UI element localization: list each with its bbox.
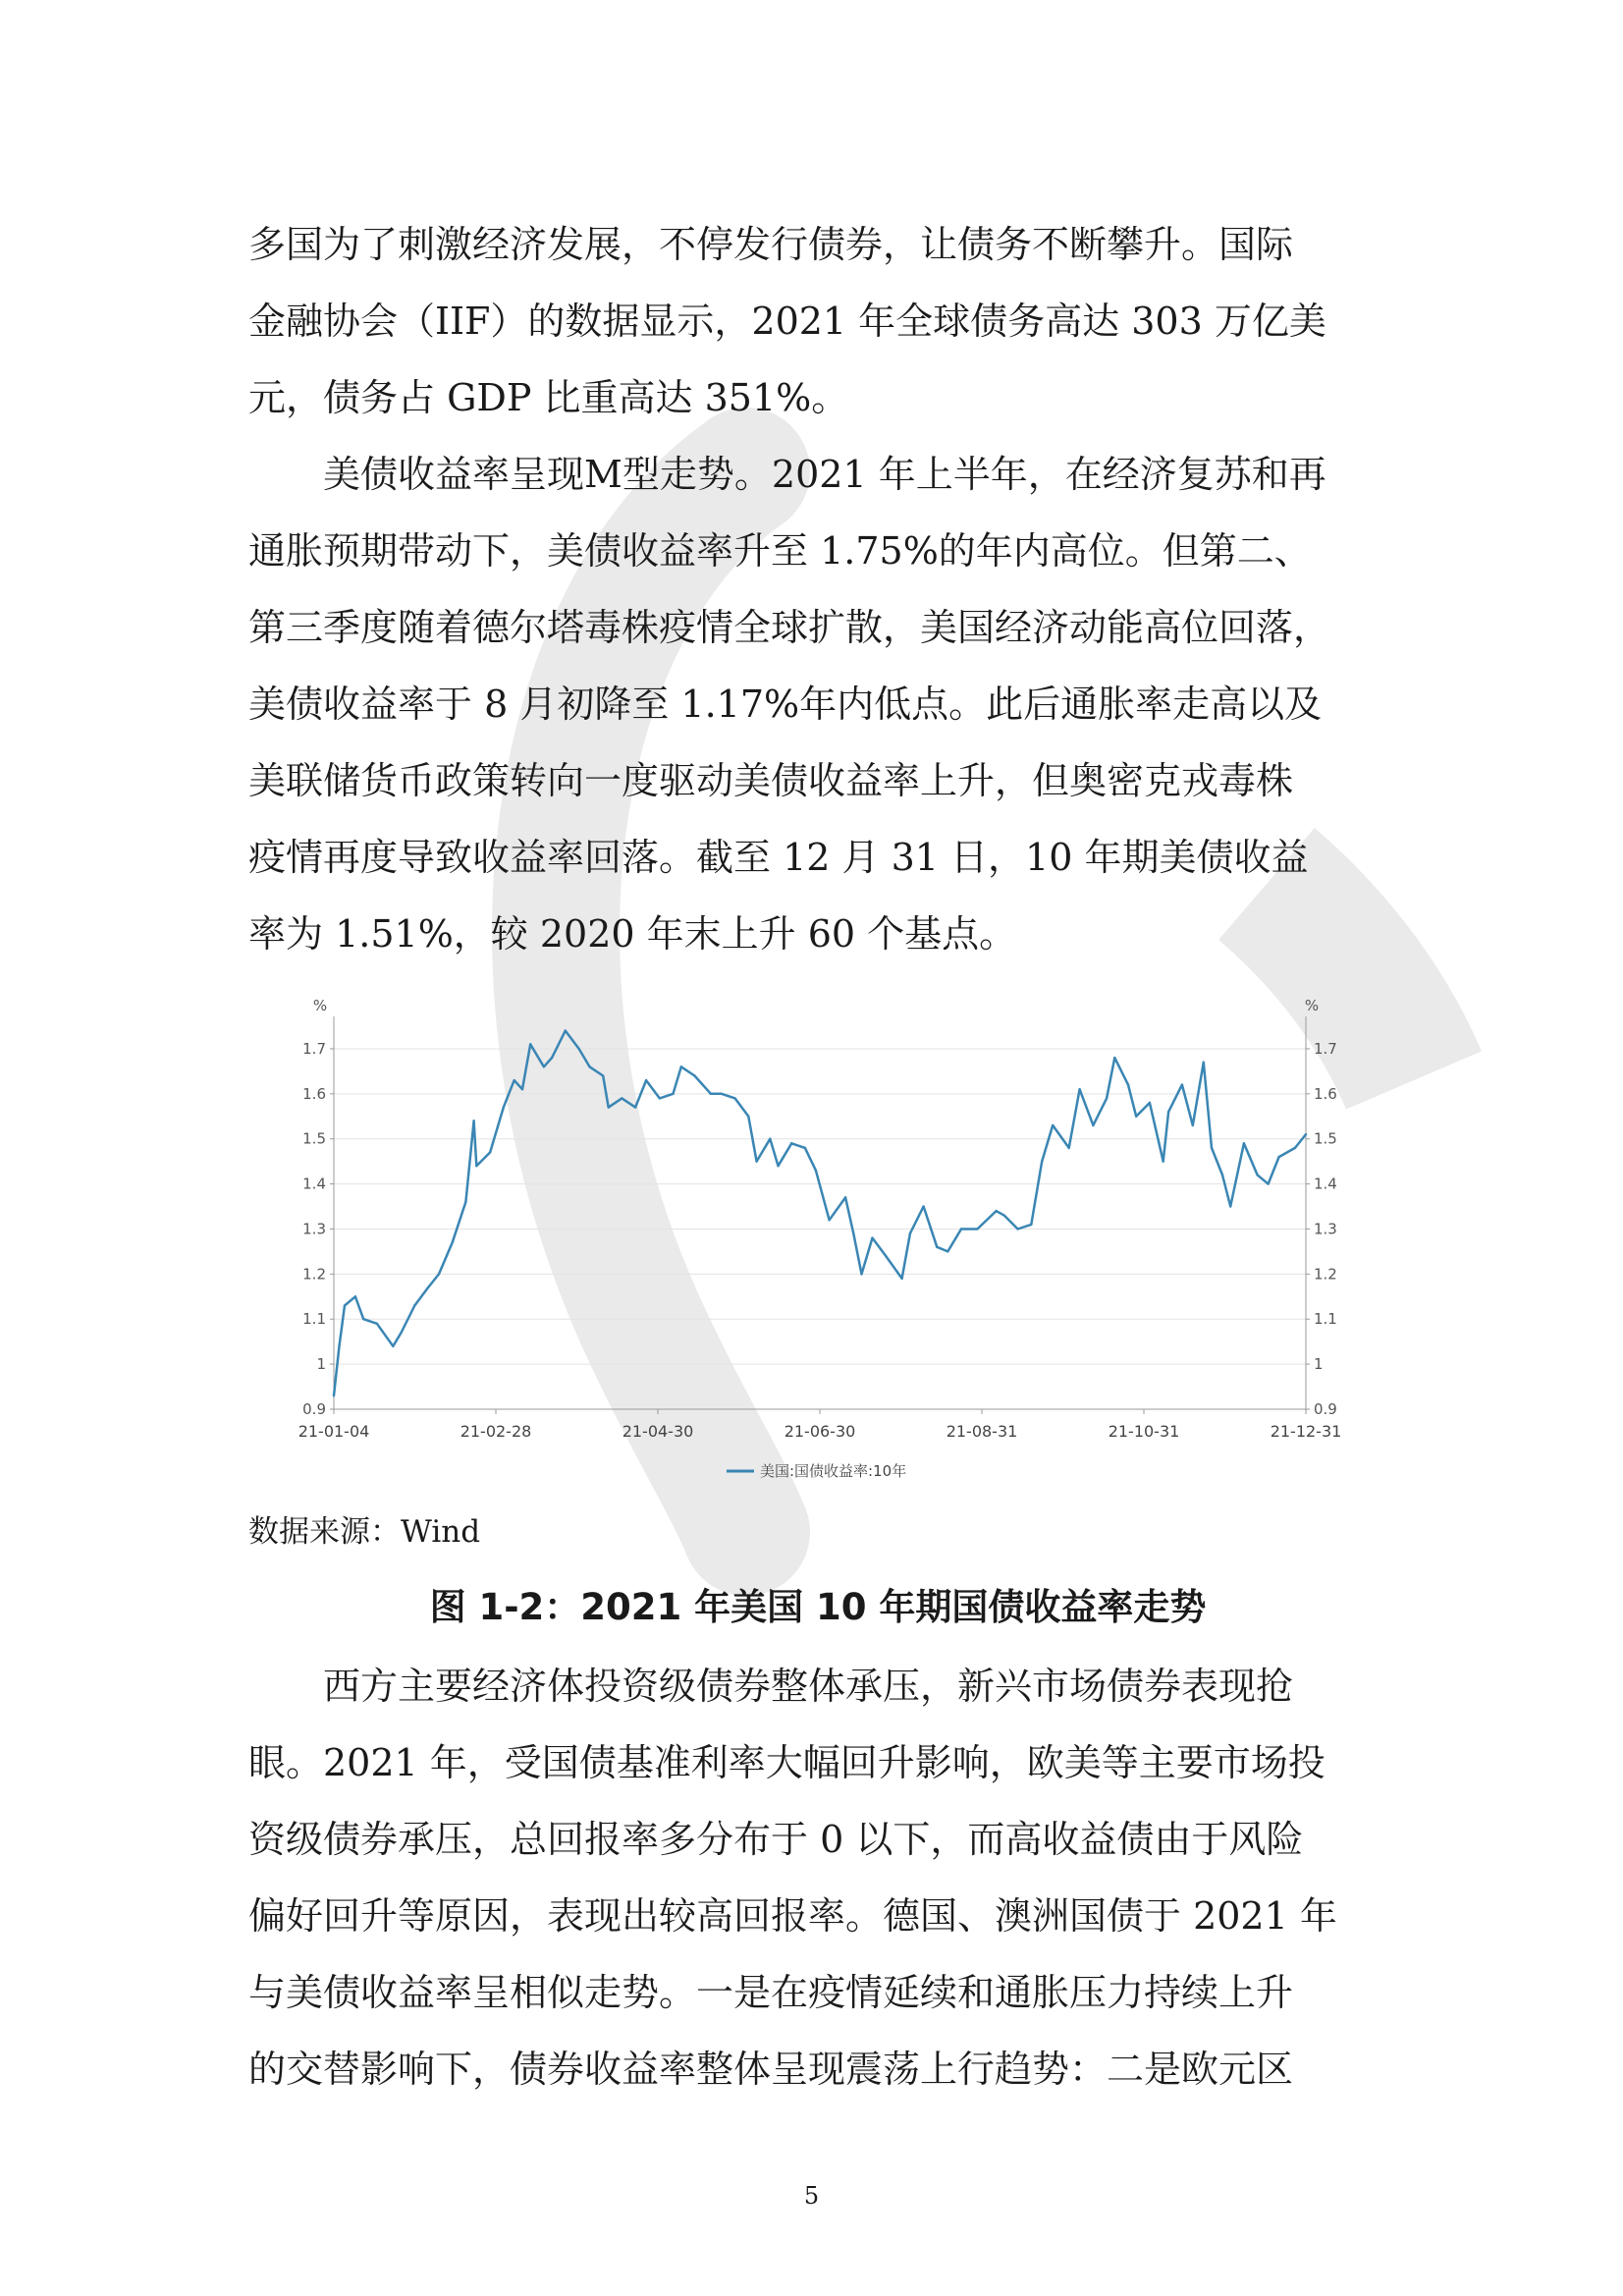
data-point [815, 1170, 817, 1172]
data-point [413, 1304, 415, 1306]
data-point [645, 1079, 647, 1081]
data-point [1294, 1147, 1296, 1149]
text-line: 金融协会（IIF）的数据显示，2021 年全球债务高达 303 万亿美 [248, 300, 1326, 343]
data-point [922, 1205, 924, 1207]
data-point [885, 1255, 887, 1257]
yield-chart [285, 997, 1365, 1488]
data-point [338, 1345, 340, 1347]
data-point [1256, 1174, 1258, 1175]
text-line: 通胀预期带动下，美债收益率升至 1.75%的年内高位。但第二、 [248, 529, 1312, 573]
text-line: 的交替影响下，债券收益率整体呈现震荡上行趋势：二是欧元区 [248, 2048, 1294, 2091]
data-point [900, 1278, 902, 1280]
data-point [608, 1106, 610, 1108]
data-point [733, 1097, 735, 1099]
data-point [634, 1106, 636, 1108]
y-tick-label-left: 1.4 [302, 1175, 326, 1193]
data-point [551, 1057, 553, 1059]
text-line: 多国为了刺激经济发展，不停发行债券，让债务不断攀升。国际 [248, 223, 1294, 266]
data-point [1030, 1224, 1032, 1226]
data-point [333, 1394, 335, 1396]
y-tick-label-right: 0.9 [1314, 1400, 1337, 1418]
paragraph-global-debt [248, 206, 1387, 436]
line-chart-svg [285, 997, 1365, 1488]
data-point [1016, 1228, 1018, 1230]
text-line: 率为 1.51%，较 2020 年末上升 60 个基点。 [248, 912, 1017, 956]
data-point [392, 1345, 394, 1347]
data-point [514, 1079, 515, 1081]
data-point [659, 1097, 661, 1099]
text-line: 资级债券承压，总回报率多分布于 0 以下，而高收益债由于风险 [248, 1818, 1304, 1861]
data-point [710, 1093, 712, 1095]
text-line: 眼。2021 年，受国债基准利率大幅回升影响，欧美等主要市场投 [248, 1741, 1325, 1784]
y-tick-label-left: 1.7 [302, 1039, 326, 1058]
x-tick-label: 21-04-30 [622, 1422, 694, 1441]
y-tick-label-left: 1.1 [302, 1310, 326, 1329]
figure-caption: 图 1-2：2021 年美国 10 年期国债收益率走势 [429, 1586, 1207, 1628]
data-point [947, 1250, 948, 1252]
data-point [790, 1142, 792, 1144]
data-point [503, 1106, 505, 1108]
data-source-note: 数据来源：Wind [248, 1514, 481, 1550]
data-point [693, 1074, 695, 1076]
y-tick-label-right: 1.7 [1314, 1039, 1337, 1058]
page-number: 5 [803, 2182, 820, 2210]
data-point [1162, 1160, 1163, 1162]
data-point [1192, 1124, 1194, 1126]
data-point [976, 1228, 978, 1230]
y-axis-unit-left: % [312, 997, 328, 1014]
text-line: 第三季度随着德尔塔毒株疫情全球扩散，美国经济动能高位回落， [248, 606, 1331, 649]
y-tick-label-left: 1.6 [302, 1084, 326, 1103]
data-point [521, 1088, 523, 1090]
data-point [451, 1241, 453, 1243]
y-tick-label-left: 1.2 [302, 1265, 326, 1284]
data-point [1221, 1174, 1223, 1175]
data-point [844, 1196, 846, 1198]
text-line: 元，债务占 GDP 比重高达 351%。 [248, 376, 849, 419]
data-point [427, 1286, 429, 1288]
x-tick-label: 21-10-31 [1108, 1422, 1180, 1441]
data-point [489, 1151, 491, 1153]
data-point [672, 1093, 674, 1095]
data-point [680, 1066, 682, 1067]
text-line: 西方主要经济体投资级债券整体承压，新兴市场债券表现抢 [323, 1665, 1294, 1708]
y-tick-label-right: 1.6 [1314, 1084, 1337, 1103]
y-tick-label-right: 1.4 [1314, 1175, 1337, 1193]
y-tick-label-right: 1.5 [1314, 1129, 1337, 1148]
data-point [1305, 1133, 1307, 1135]
data-point [721, 1093, 723, 1095]
x-tick-label: 21-08-31 [946, 1422, 1018, 1441]
data-point [577, 1048, 579, 1050]
data-point [602, 1074, 604, 1076]
data-point [344, 1304, 346, 1306]
data-point [769, 1138, 771, 1140]
data-point [777, 1165, 779, 1167]
y-tick-label-left: 1.5 [302, 1129, 326, 1148]
legend-label: 美国:国债收益率:10年 [760, 1462, 907, 1480]
x-tick-label: 21-02-28 [460, 1422, 532, 1441]
data-point [1277, 1156, 1279, 1158]
paragraph-us-treasury-yield [248, 436, 1387, 972]
data-point [1113, 1057, 1115, 1059]
text-line: 疫情再度导致收益率回落。截至 12 月 31 日，10 年期美债收益 [248, 836, 1309, 879]
data-point [621, 1097, 622, 1099]
text-line: 偏好回升等原因，表现出较高回报率。德国、澳洲国债于 2021 年 [248, 1894, 1337, 1938]
y-tick-label-left: 1 [316, 1355, 326, 1374]
data-point [995, 1210, 997, 1212]
data-point [464, 1201, 466, 1203]
y-tick-label-right: 1.1 [1314, 1310, 1337, 1329]
y-tick-label-right: 1.3 [1314, 1220, 1337, 1238]
data-point [1211, 1147, 1213, 1149]
y-tick-label-left: 1.3 [302, 1220, 326, 1238]
data-point [1203, 1062, 1205, 1064]
text-line: 美联储货币政策转向一度驱动美债收益率上升，但奥密克戎毒株 [248, 759, 1294, 802]
data-point [1092, 1124, 1094, 1126]
data-point [376, 1323, 378, 1325]
data-point [1181, 1083, 1183, 1085]
data-point [852, 1232, 854, 1234]
data-point [755, 1160, 757, 1162]
data-point [475, 1165, 477, 1167]
data-point [472, 1120, 474, 1121]
data-point [588, 1066, 590, 1067]
data-point [1135, 1116, 1137, 1118]
data-point [1041, 1160, 1043, 1162]
data-point [1067, 1147, 1069, 1149]
data-point [438, 1273, 440, 1275]
data-point [543, 1066, 545, 1067]
data-point [804, 1147, 806, 1149]
data-point [529, 1043, 531, 1045]
data-point [565, 1029, 567, 1031]
data-point [871, 1236, 873, 1238]
y-axis-unit-right: % [1304, 997, 1320, 1014]
text-line: 美债收益率于 8 月初降至 1.17%年内低点。此后通胀率走高以及 [248, 683, 1323, 726]
series-line [334, 1031, 1306, 1396]
data-point [354, 1295, 356, 1297]
data-point [1167, 1111, 1169, 1113]
y-tick-label-left: 0.9 [302, 1400, 326, 1418]
data-point [1052, 1124, 1054, 1126]
data-point [860, 1273, 862, 1275]
data-point [1003, 1215, 1005, 1217]
x-tick-label: 21-01-04 [298, 1422, 370, 1441]
data-point [936, 1246, 938, 1248]
data-point [1243, 1142, 1245, 1144]
data-point [400, 1332, 402, 1334]
data-point [960, 1228, 962, 1230]
data-point [1078, 1088, 1080, 1090]
data-point [1149, 1102, 1151, 1104]
data-point [362, 1318, 364, 1320]
y-tick-label-right: 1 [1314, 1355, 1324, 1374]
paragraph-investment-grade-bonds [248, 1648, 1387, 2107]
text-line: 美债收益率呈现M型走势。2021 年上半年，在经济复苏和再 [323, 453, 1326, 496]
data-point [1267, 1182, 1269, 1184]
data-point [1127, 1083, 1129, 1085]
data-point [747, 1116, 749, 1118]
data-point [1229, 1205, 1231, 1207]
x-tick-label: 21-12-31 [1270, 1422, 1342, 1441]
x-tick-label: 21-06-30 [784, 1422, 856, 1441]
text-line: 与美债收益率呈相似走势。一是在疫情延续和通胀压力持续上升 [248, 1971, 1294, 2014]
y-tick-label-right: 1.2 [1314, 1265, 1337, 1284]
data-point [828, 1219, 830, 1221]
data-point [1106, 1097, 1108, 1099]
data-point [909, 1232, 911, 1234]
